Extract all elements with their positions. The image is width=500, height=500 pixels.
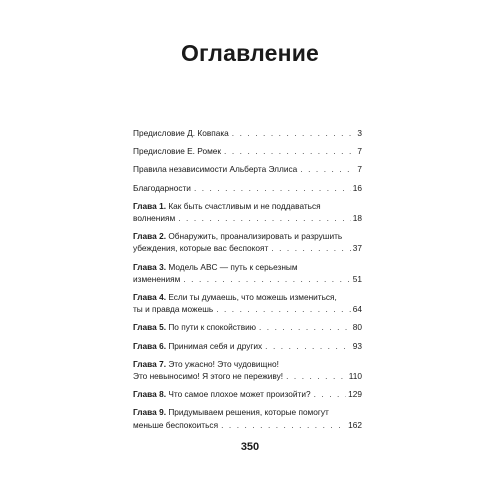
dot-leader	[224, 145, 355, 157]
toc-entry	[133, 406, 362, 430]
toc-entry-text	[133, 212, 175, 224]
entry-title: изменениям	[133, 273, 181, 284]
dot-leader	[183, 273, 350, 285]
toc-entry-line	[133, 230, 362, 242]
entry-title: Это невыносимо! Я этого не переживу!	[133, 371, 284, 382]
toc-page-number: 110	[348, 371, 362, 382]
toc-page-number: 37	[352, 243, 362, 254]
toc-entry-text	[133, 200, 321, 212]
toc-entry	[133, 200, 362, 224]
toc-entry-line	[133, 200, 362, 212]
chapter-label: Глава 3.	[133, 261, 167, 272]
dot-leader	[221, 419, 346, 431]
toc-entry-line	[133, 419, 362, 431]
toc-entry-text	[133, 182, 191, 194]
toc-page-number: 51	[352, 273, 362, 284]
toc-entry-line	[133, 182, 362, 194]
entry-title: Благодарности	[133, 182, 191, 193]
entry-title: убеждения, которые вас беспокоят	[133, 243, 269, 254]
entry-title: Как быть счастливым и не поддаваться	[168, 200, 321, 211]
entry-title: Это ужасно! Это чудовищно!	[168, 358, 279, 369]
toc-entry	[133, 321, 362, 333]
toc-entry-text	[133, 230, 342, 242]
entry-title: Модель ABC — путь к серьезным	[168, 261, 298, 272]
toc-entry-line	[133, 163, 362, 175]
toc-entry-text	[133, 419, 218, 431]
dot-leader	[314, 388, 347, 400]
toc-entry-text	[133, 321, 256, 333]
toc-entry	[133, 388, 362, 400]
dot-leader	[271, 242, 351, 254]
toc-entry-text	[133, 340, 262, 352]
toc-page-number: 93	[352, 340, 362, 351]
chapter-label: Глава 7.	[133, 358, 167, 369]
toc-entry-line	[133, 261, 362, 273]
entry-title: Если ты думаешь, что можешь измениться,	[168, 292, 337, 303]
toc-entry	[133, 358, 362, 382]
toc-entry-line	[133, 370, 362, 382]
toc-entry-line	[133, 388, 362, 400]
chapter-label: Глава 1.	[133, 200, 167, 211]
chapter-label: Глава 4.	[133, 292, 167, 303]
toc-entry-text	[133, 273, 180, 285]
toc-entry-text	[133, 370, 283, 382]
page-title: Оглавление	[180, 40, 320, 66]
toc-entry-line	[133, 358, 362, 370]
toc-entry-text	[133, 145, 221, 157]
chapter-label: Глава 9.	[133, 407, 167, 418]
dot-leader	[232, 127, 356, 139]
dot-leader	[178, 212, 351, 224]
entry-title: Что самое плохое может произойти?	[168, 389, 311, 400]
toc-page-number: 16	[352, 182, 362, 193]
entry-title: Придумываем решения, которые помогут	[168, 407, 329, 418]
toc-entry-text	[133, 242, 268, 254]
toc-entry-line	[133, 145, 362, 157]
toc-entry	[133, 163, 362, 175]
dot-leader	[194, 182, 351, 194]
entry-title: Обнаружить, проанализировать и разрушить	[168, 231, 343, 242]
toc-entry-line	[133, 242, 362, 254]
dot-leader	[259, 321, 351, 333]
chapter-label: Глава 2.	[133, 231, 167, 242]
toc-entry-line	[133, 212, 362, 224]
toc-entry-line	[133, 127, 362, 139]
toc-entry	[133, 182, 362, 194]
toc-page-number: 7	[357, 164, 362, 175]
toc-entry-text	[133, 388, 311, 400]
chapter-label: Глава 5.	[133, 322, 167, 333]
toc-page-number: 3	[357, 128, 362, 138]
toc-entry	[133, 291, 362, 315]
toc-entry-text	[133, 261, 298, 273]
table-of-contents	[133, 127, 362, 431]
dot-leader	[216, 303, 351, 315]
entry-title: Принимая себя и других	[168, 340, 263, 351]
toc-page-number: 18	[352, 213, 362, 224]
dot-leader	[300, 163, 355, 175]
toc-entry	[133, 261, 362, 285]
toc-entry-line	[133, 273, 362, 285]
toc-entry-text	[133, 163, 297, 175]
chapter-label: Глава 8.	[133, 389, 167, 400]
toc-page-number: 64	[352, 304, 362, 315]
entry-title: Предисловие Д. Ковпака	[133, 128, 229, 138]
toc-entry	[133, 127, 362, 139]
entry-title: Предисловие Е. Ромек	[133, 146, 222, 157]
toc-entry-text	[133, 358, 279, 370]
toc-entry-text	[133, 291, 337, 303]
toc-entry-text	[133, 406, 329, 418]
toc-entry-line	[133, 321, 362, 333]
chapter-label: Глава 6.	[133, 340, 167, 351]
entry-title: Правила независимости Альберта Эллиса	[133, 164, 298, 175]
toc-page-number: 162	[348, 419, 362, 430]
toc-entry-line	[133, 406, 362, 418]
dot-leader	[265, 340, 351, 352]
toc-entry	[133, 230, 362, 254]
toc-page-number: 80	[352, 322, 362, 333]
toc-entry-text	[133, 303, 213, 315]
page-number: 350	[240, 441, 260, 453]
toc-entry-line	[133, 291, 362, 303]
dot-leader	[286, 370, 347, 382]
entry-title: волнениям	[133, 213, 176, 224]
toc-page-number: 129	[348, 389, 362, 400]
entry-title: меньше беспокоиться	[133, 419, 219, 430]
toc-entry-text	[133, 127, 229, 139]
toc-entry	[133, 145, 362, 157]
entry-title: ты и правда можешь	[133, 304, 214, 315]
toc-entry-line	[133, 303, 362, 315]
entry-title: По пути к спокойствию	[168, 322, 256, 333]
toc-entry	[133, 340, 362, 352]
toc-page-number: 7	[357, 146, 362, 157]
toc-entry-line	[133, 340, 362, 352]
